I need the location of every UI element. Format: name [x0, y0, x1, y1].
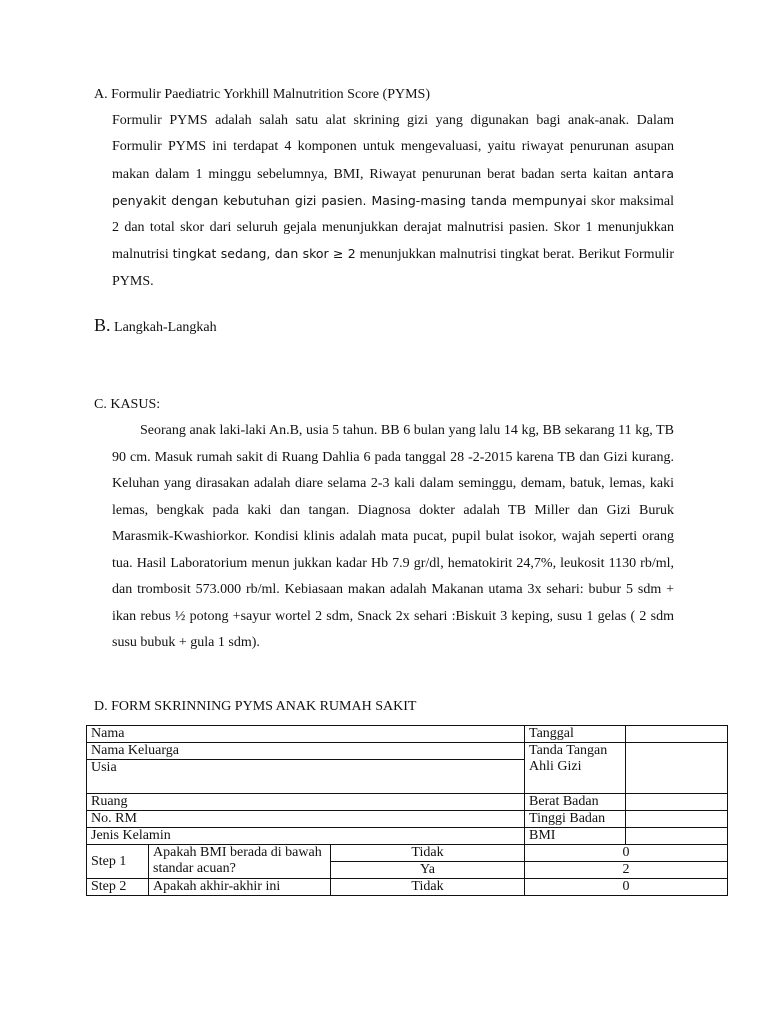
label-bmi: BMI [525, 828, 626, 845]
section-a-text-3: skor maksimal 2 dan total skor dari seluruh gejala menunjukkan derajat malnutrisi pasien. Skor 1 menunjukkan malnutrisi [112, 193, 675, 263]
step-1-label: Step 1 [87, 845, 149, 879]
section-c-heading: C. KASUS: [94, 397, 161, 412]
step-1-answer-tidak[interactable]: Tidak [331, 845, 525, 862]
form-row-jenis-kelamin [87, 828, 728, 845]
label-ruang: Ruang [87, 794, 525, 811]
label-berat-badan: Berat Badan [525, 794, 626, 811]
step-2-label: Step 2 [87, 879, 149, 896]
section-a-title: Formulir Paediatric Yorkhill Malnutrition Score (PYMS) [111, 87, 431, 102]
section-a-letter: A. [94, 87, 108, 102]
value-berat-badan[interactable] [626, 794, 728, 811]
value-tanda-tangan[interactable] [626, 743, 728, 794]
step-1-score-tidak: 0 [525, 845, 728, 862]
label-usia: Usia [87, 760, 525, 794]
form-row-ruang [87, 794, 728, 811]
label-nama: Nama [87, 726, 525, 743]
section-c-paragraph [112, 418, 674, 657]
label-tanda-tangan: Tanda Tangan Ahli Gizi [525, 743, 626, 794]
section-b-heading [94, 315, 217, 336]
step-2-score-tidak: 0 [525, 879, 728, 896]
section-a-paragraph [112, 108, 674, 295]
value-bmi[interactable] [626, 828, 728, 845]
label-jenis-kelamin: Jenis Kelamin [87, 828, 525, 845]
step-1-row-1 [87, 845, 728, 862]
section-d-heading: D. FORM SKRINNING PYMS ANAK RUMAH SAKIT [94, 699, 417, 714]
section-a-text-1: Formulir PYMS adalah salah satu alat skrining gizi yang digunakan bagi anak-anak. Dalam Formulir PYMS ini terdapat 4 komponen untuk mengevaluasi, yaitu riwayat penurunan asupan makan dalam 1 minggu sebelumnya, BMI, Riwayat penurunan berat badan serta kaitan [112, 113, 674, 182]
step-1-score-ya: 2 [525, 862, 728, 879]
form-row-nama [87, 726, 728, 743]
section-b-title: Langkah-Langkah [114, 320, 217, 335]
section-a-text-5: menunjukkan malnutrisi tingkat berat. Berikut Formulir PYMS. [112, 247, 675, 289]
section-a-heading [94, 87, 430, 103]
form-row-nama-keluarga [87, 743, 728, 760]
section-a-text-4: tingkat sedang, dan skor ≥ 2 [172, 246, 356, 262]
step-2-question: Apakah akhir-akhir ini [149, 879, 331, 896]
label-nama-keluarga: Nama Keluarga [87, 743, 525, 760]
form-row-no-rm [87, 811, 728, 828]
value-tinggi-badan[interactable] [626, 811, 728, 828]
label-tinggi-badan: Tinggi Badan [525, 811, 626, 828]
step-1-question: Apakah BMI berada di bawah standar acuan? [149, 845, 331, 879]
pyms-form-table [86, 725, 728, 896]
label-tanggal: Tanggal [525, 726, 626, 743]
step-2-answer-tidak[interactable]: Tidak [331, 879, 525, 896]
label-no-rm: No. RM [87, 811, 525, 828]
step-2-row-1 [87, 879, 728, 896]
step-1-answer-ya[interactable]: Ya [331, 862, 525, 879]
value-tanggal[interactable] [626, 726, 728, 743]
section-a-text-2: antara penyakit dengan kebutuhan gizi pasien. Masing-masing tanda mempunyai [112, 165, 674, 208]
section-b-letter: B. [94, 315, 111, 335]
section-c-text: Seorang anak laki-laki An.B, usia 5 tahun. BB 6 bulan yang lalu 14 kg, BB sekarang 11 kg, TB 90 cm. Masuk rumah sakit di Ruang Dahlia 6 pada tanggal 28 -2-2015 karena TB dan Gizi kurang. Keluhan yang dirasakan adalah diare selama 2-3 kali dalam seminggu, demam, batuk, lemas, kaki lemas, bengkak pada kaki dan tangan. Diagnosa dokter adalah TB Miller dan Gizi Buruk Marasmik-Kwashiorkor. Kondisi klinis adalah mata pucat, pupil bulat isokor, wajah seperti orang tua. Hasil Laboratorium menun jukkan kadar Hb 7.9 gr/dl, hematokirit 24,7%, leukosit 1130 rb/ml, dan trombosit 573.000 rb/ml. Kebiasaan makan adalah Makanan utama 3x sehari: bubur 5 sdm + ikan rebus ½ potong +sayur wortel 2 sdm, Snack 2x sehari :Biskuit 3 keping, susu 1 gelas ( 2 sdm susu bubuk + gula 1 sdm). [112, 423, 674, 650]
